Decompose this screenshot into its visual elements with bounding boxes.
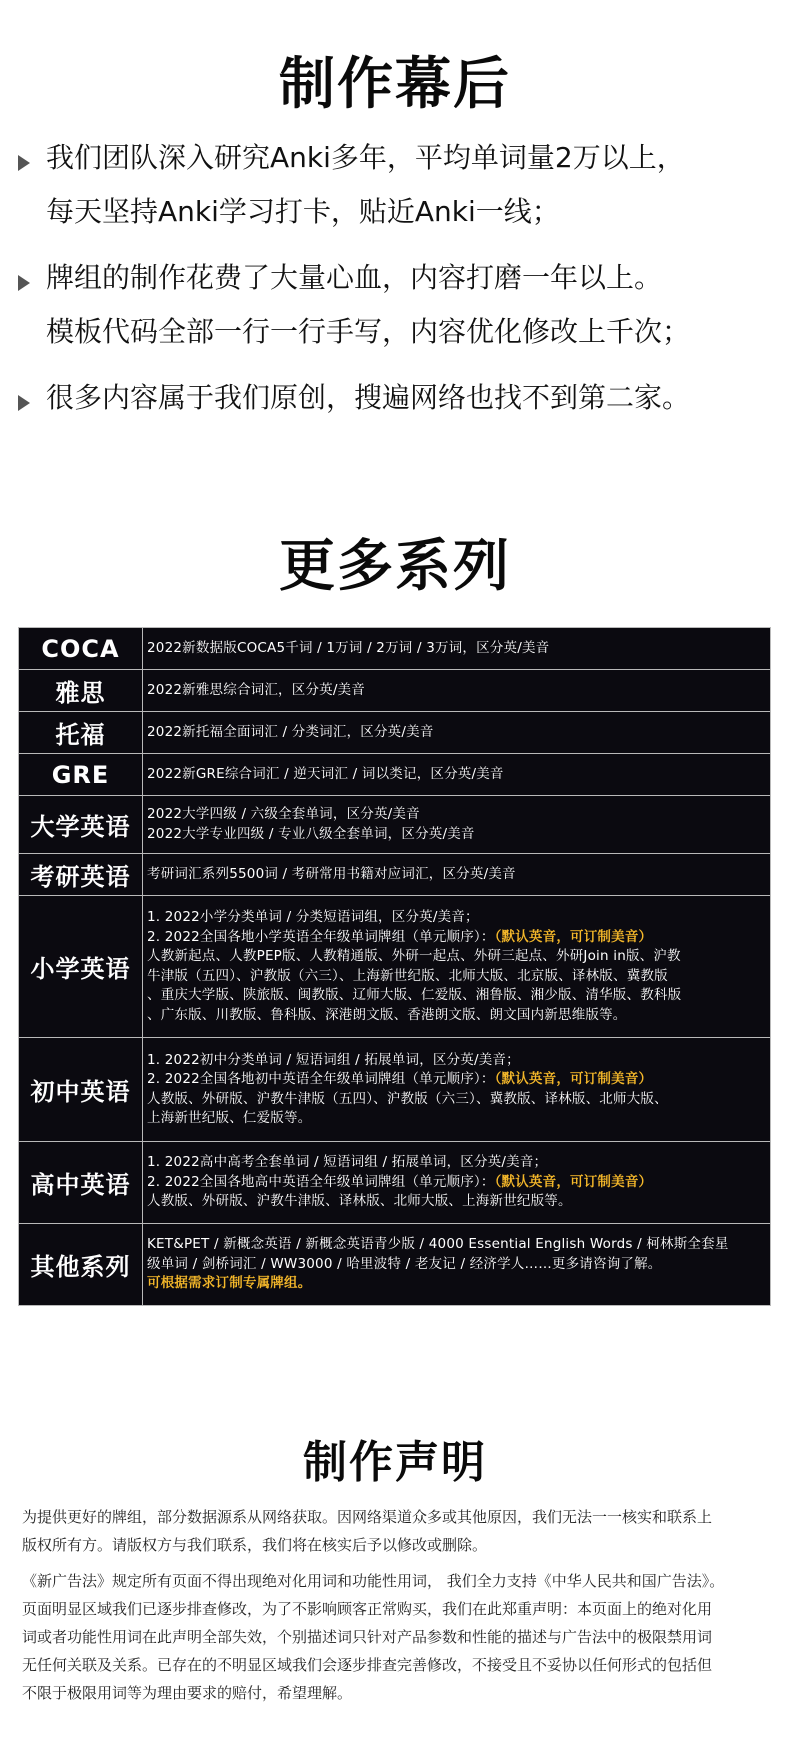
table-row — [19, 628, 771, 670]
table-row — [19, 712, 771, 754]
paragraph-line: 版权所有方。请版权方与我们联系，我们将在核实后予以修改或删除。 — [22, 1536, 488, 1554]
desc-line: 人教新起点、人教PEP版、人教精通版、外研一起点、外研三起点、外研Join in版、沪教 — [147, 948, 681, 964]
paragraph-line: 页面明显区域我们已逐步排查修改，为了不影响顾客正常购买，我们在此郑重声明：本页面上的绝对化用 — [22, 1600, 713, 1618]
paragraph-line: 词或者功能性用词在此声明全部失效，个别描述词只针对产品参数和性能的描述与广告法中的极限禁用词 — [22, 1628, 713, 1646]
desc-line: 1. 2022小学分类单词 / 分类短语词组，区分英/美音； — [147, 909, 479, 925]
table-row — [19, 1224, 771, 1306]
series-name: 托福 — [19, 712, 143, 754]
desc-text: 2. 2022全国各地初中英语全年级单词牌组（单元顺序）： — [147, 1071, 495, 1087]
statement-title: 制作声明 — [303, 1437, 487, 1488]
bullet-line: 模板代码全部一行一行手写，内容优化修改上千次； — [46, 315, 691, 348]
series-desc — [143, 1038, 771, 1142]
bullet-line: 我们团队深入研究Anki多年，平均单词量2万以上， — [46, 141, 685, 174]
desc-line — [147, 1173, 766, 1193]
series-desc — [143, 1142, 771, 1224]
desc-line: 2022新雅思综合词汇，区分英/美音 — [147, 681, 366, 698]
series-name: GRE — [19, 754, 143, 796]
series-name: 考研英语 — [19, 854, 143, 896]
bullet-line: 很多内容属于我们原创，搜遍网络也找不到第二家。 — [46, 381, 691, 414]
series-name: 初中英语 — [19, 1038, 143, 1142]
paragraph-line: 《新广告法》规定所有页面不得出现绝对化用词和功能性用词， 我们全力支持《中华人民共和国广告法》。 — [22, 1572, 725, 1590]
desc-line: 2022大学四级 / 六级全套单词，区分英/美音 — [147, 806, 420, 822]
desc-line: KET&PET / 新概念英语 / 新概念英语青少版 / 4000 Essential English Words / 柯林斯全套星 — [147, 1236, 729, 1253]
series-desc — [143, 896, 771, 1038]
desc-line: 考研词汇系列5500词 / 考研常用书籍对应词汇，区分英/美音 — [147, 865, 516, 882]
series-desc — [143, 796, 771, 854]
paragraph-line: 无任何关联及关系。已存在的不明显区域我们会逐步排查完善修改，不接受且不妥协以任何形式的包括但 — [22, 1656, 713, 1674]
desc-line: 、重庆大学版、陕旅版、闽教版、辽师大版、仁爱版、湘鲁版、湘少版、清华版、教科版 — [147, 987, 682, 1003]
desc-line: 人教版、外研版、沪教牛津版（五四）、沪教版（六三）、冀教版、译林版、北师大版、 — [147, 1090, 668, 1107]
desc-text: 2. 2022全国各地小学英语全年级单词牌组（单元顺序）： — [147, 928, 495, 945]
desc-line — [147, 928, 766, 948]
bullet-line: 牌组的制作花费了大量心血，内容打磨一年以上。 — [46, 261, 663, 294]
table-row — [19, 754, 771, 796]
table-row — [19, 896, 771, 1038]
desc-line: 2022新数据版COCA5千词 / 1万词 / 2万词 / 3万词，区分英/美音 — [147, 639, 550, 656]
paragraph-line: 为提供更好的牌组，部分数据源系从网络获取。因网络渠道众多或其他原因，我们无法一一核实和联系上 — [22, 1508, 713, 1526]
table-row — [19, 854, 771, 896]
highlight-note: （默认英音，可订制美音） — [494, 1173, 653, 1190]
paragraph-line: 不限于极限用词等为理由要求的赔付，希望理解。 — [22, 1684, 353, 1702]
desc-line: 1. 2022初中分类单词 / 短语词组 / 拓展单词，区分英/美音； — [147, 1051, 520, 1068]
series-desc — [143, 754, 771, 796]
series-name: 小学英语 — [19, 896, 143, 1038]
desc-line: 2022大学专业四级 / 专业八级全套单词，区分英/美音 — [147, 825, 475, 842]
statement-paragraph — [22, 1503, 778, 1559]
series-desc — [143, 712, 771, 754]
highlight-note: （默认英音，可订制美音） — [494, 1071, 653, 1087]
desc-line: 级单词 / 剑桥词汇 / WW3000 / 哈里波特 / 老友记 / 经济学人……更多请咨询了解。 — [147, 1255, 662, 1272]
series-desc — [143, 1224, 771, 1306]
making-title: 制作幕后 — [279, 52, 511, 117]
table-row — [19, 1038, 771, 1142]
desc-line: 上海新世纪版、仁爱版等。 — [147, 1110, 312, 1126]
desc-line: 2022新GRE综合词汇 / 逆天词汇 / 词以类记，区分英/美音 — [147, 765, 504, 782]
desc-line: 人教版、外研版、沪教牛津版、译林版、北师大版、上海新世纪版等。 — [147, 1193, 572, 1210]
series-name: COCA — [19, 628, 143, 670]
table-row — [19, 796, 771, 854]
series-name: 大学英语 — [19, 796, 143, 854]
bullet-line: 每天坚持Anki学习打卡，贴近Anki一线； — [46, 195, 560, 228]
triangle-bullet-icon — [18, 275, 30, 291]
series-desc — [143, 628, 771, 670]
series-table — [18, 627, 771, 1306]
desc-line: 1. 2022高中高考全套单词 / 短语词组 / 拓展单词，区分英/美音； — [147, 1154, 548, 1171]
table-row — [19, 670, 771, 712]
triangle-bullet-icon — [18, 155, 30, 171]
table-row — [19, 1142, 771, 1224]
desc-text: 2. 2022全国各地高中英语全年级单词牌组（单元顺序）： — [147, 1173, 495, 1190]
series-name: 其他系列 — [19, 1224, 143, 1306]
triangle-bullet-icon — [18, 395, 30, 411]
series-desc — [143, 670, 771, 712]
highlight-note: 可根据需求订制专属牌组。 — [147, 1275, 312, 1292]
desc-line: 2022新托福全面词汇 / 分类词汇，区分英/美音 — [147, 723, 434, 740]
series-name: 雅思 — [19, 670, 143, 712]
series-name: 高中英语 — [19, 1142, 143, 1224]
series-desc — [143, 854, 771, 896]
statement-paragraph — [22, 1567, 778, 1707]
desc-line: 、广东版、川教版、鲁科版、深港朗文版、香港朗文版、朗文国内新思维版等。 — [147, 1006, 627, 1023]
desc-line: 牛津版（五四）、沪教版（六三）、上海新世纪版、北师大版、北京版、译林版、冀教版 — [147, 967, 668, 984]
desc-line — [147, 1070, 766, 1090]
highlight-note: （默认英音，可订制美音） — [494, 928, 653, 945]
series-title: 更多系列 — [279, 534, 511, 599]
